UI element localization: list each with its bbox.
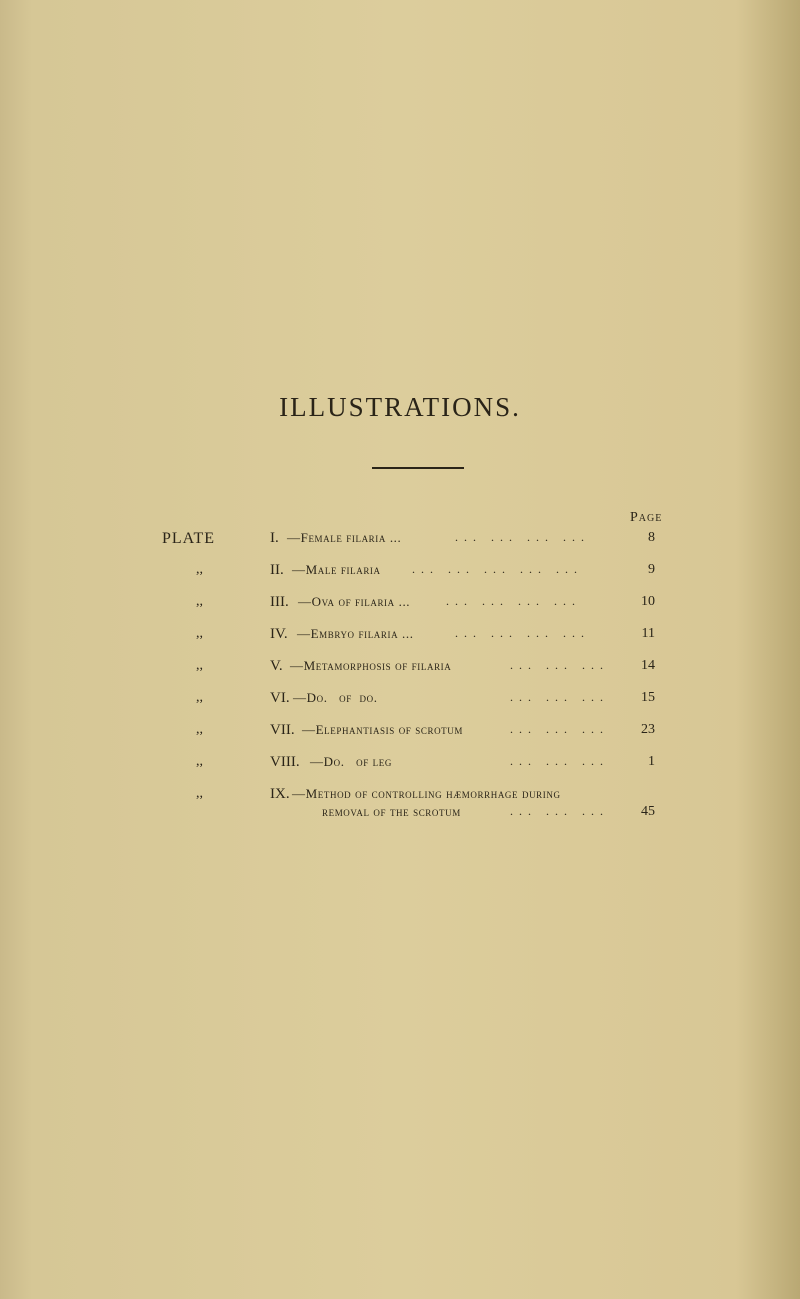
plate-title: —Female filaria ... [287, 530, 402, 545]
plate-title: —Metamorphosis of filaria [290, 658, 452, 673]
plate-number: I. [270, 530, 279, 546]
page-number: 45 [641, 804, 655, 819]
ditto-mark: ,, [196, 658, 203, 673]
title-rule [372, 467, 464, 469]
leader-dots: ... ... ... [510, 754, 609, 768]
plate-title: —Ova of filaria ... [298, 594, 411, 609]
plate-number: IV. [270, 626, 288, 642]
plate-title: —Elephantiasis of scrotum [302, 722, 463, 737]
ditto-mark: ,, [196, 786, 203, 801]
plate-number: V. [270, 658, 283, 674]
plate-number: VII. [270, 722, 295, 738]
plate-title: —Do. of do. [293, 690, 378, 705]
page-column-heading: Page [630, 510, 663, 525]
plate-title: —Male filaria [292, 562, 381, 577]
plate-number: II. [270, 562, 284, 578]
leader-dots: ... ... ... ... [455, 530, 590, 544]
leader-dots: ... ... ... [510, 690, 609, 704]
plate-title: —Method of controlling hæmorrhage during [292, 786, 561, 801]
list-item [0, 690, 800, 714]
plate-number: IX. [270, 786, 290, 802]
leader-dots: ... ... ... ... [455, 626, 590, 640]
leader-dots: ... ... ... ... ... [412, 562, 583, 576]
page-number: 11 [641, 626, 655, 641]
leader-dots: ... ... ... [510, 722, 609, 736]
page-number: 9 [648, 562, 655, 577]
leader-dots: ... ... ... [510, 658, 609, 672]
ditto-mark: ,, [196, 626, 203, 641]
list-item [0, 530, 800, 554]
page-title: ILLUSTRATIONS. [279, 392, 521, 422]
page-number: 1 [648, 754, 655, 769]
list-item-continuation [0, 804, 800, 828]
list-item [0, 594, 800, 618]
list-item [0, 658, 800, 682]
ditto-mark: ,, [196, 562, 203, 577]
plate-title-continued: removal of the scrotum [322, 804, 461, 819]
plate-title: —Embryo filaria ... [297, 626, 414, 641]
list-item [0, 626, 800, 650]
plate-label: PLATE [162, 530, 215, 547]
plate-number: VIII. [270, 754, 300, 770]
ditto-mark: ,, [196, 690, 203, 705]
page-number: 15 [641, 690, 655, 705]
ditto-mark: ,, [196, 594, 203, 609]
leader-dots: ... ... ... ... [446, 594, 581, 608]
page-number: 14 [641, 658, 655, 673]
ditto-mark: ,, [196, 754, 203, 769]
page-number: 23 [641, 722, 655, 737]
ditto-mark: ,, [196, 722, 203, 737]
page-number: 8 [648, 530, 655, 545]
list-item [0, 562, 800, 586]
plate-number: VI. [270, 690, 290, 706]
plate-title: —Do. of leg [310, 754, 392, 769]
page-number: 10 [641, 594, 655, 609]
plate-number: III. [270, 594, 289, 610]
list-item [0, 722, 800, 746]
list-item [0, 754, 800, 778]
leader-dots: ... ... ... [510, 804, 609, 818]
